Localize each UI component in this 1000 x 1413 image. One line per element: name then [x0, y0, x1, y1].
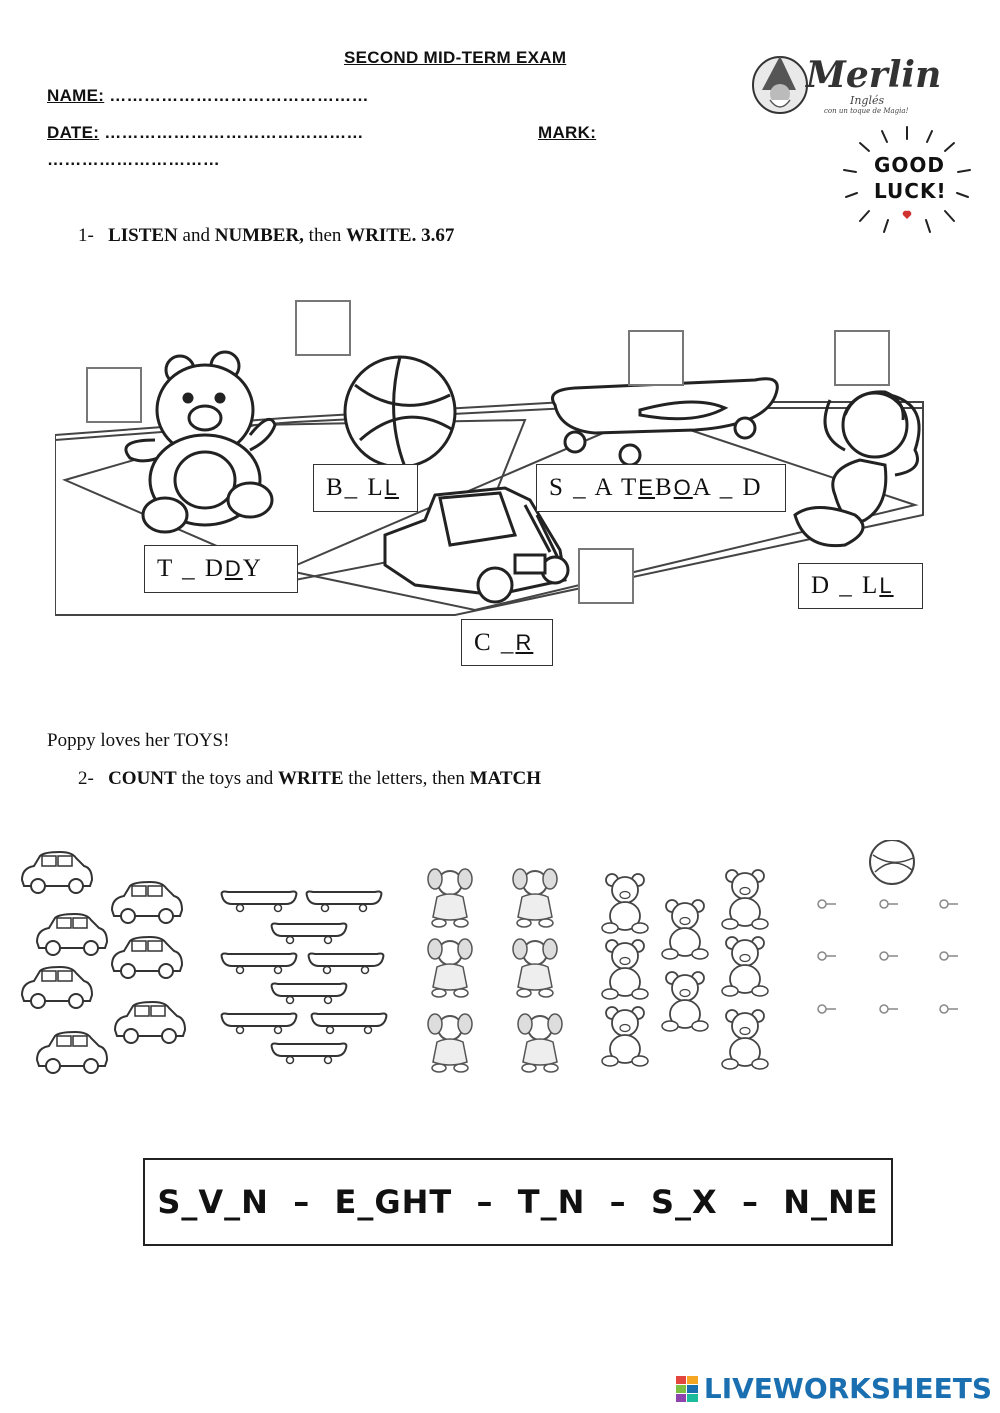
number-box-ball[interactable]	[295, 300, 351, 356]
word-box-ball	[313, 464, 418, 512]
word-skateboard-text: S _ A T	[549, 474, 639, 501]
ex1-write: WRITE.	[346, 225, 417, 246]
word-skateboard-answer-a[interactable]: E	[638, 475, 655, 500]
name-line	[47, 86, 369, 106]
word-skateboard-answer-b[interactable]: O	[673, 475, 693, 500]
word-ball-text: B_ L	[326, 474, 385, 501]
number-box-skateboard[interactable]	[628, 330, 684, 386]
word-doll-answer[interactable]: L	[879, 573, 894, 598]
ball-drawing	[345, 357, 455, 467]
poppy-text: Poppy loves her TOYS!	[47, 730, 230, 751]
name-label: NAME:	[47, 86, 105, 105]
skateboards-group	[222, 892, 387, 1064]
exercise1-number: 1-	[78, 225, 94, 246]
liveworksheets-icon	[676, 1376, 698, 1402]
balls-group	[818, 840, 958, 1013]
word-doll-text: D _ L	[811, 572, 880, 599]
cars-group	[22, 852, 185, 1073]
good-luck-badge	[842, 125, 972, 235]
ex1-listen: LISTEN	[108, 225, 178, 246]
number-words-box	[143, 1158, 893, 1246]
merlin-logo	[750, 50, 942, 125]
number-words-text: S_V_N – E_GHT – T_N – S_X – N_NE	[157, 1183, 879, 1221]
ex1-and: and	[177, 225, 215, 246]
word-teddy-text: T _ D	[157, 555, 225, 582]
word-skateboard-mid: B	[654, 474, 674, 501]
number-box-car[interactable]	[578, 548, 634, 604]
ex2-match: MATCH	[469, 768, 542, 789]
ex2-text2: the letters, then	[343, 768, 470, 789]
ex2-text1: the toys and	[176, 768, 279, 789]
good-luck-line1: GOOD	[874, 153, 946, 177]
date-dots: ………………………………………	[104, 123, 364, 142]
toy-groups	[15, 840, 975, 1080]
exam-title: SECOND MID-TERM EXAM	[344, 48, 567, 67]
liveworksheets-brand: LIVEWORKSHEETS	[703, 1372, 992, 1405]
word-teddy-answer[interactable]: D	[224, 556, 243, 581]
merlin-tagline-1: Inglés	[850, 94, 885, 107]
word-teddy-rest: Y	[242, 555, 263, 582]
name-dots: ………………………………………	[109, 86, 369, 105]
dolls-group	[428, 869, 562, 1072]
ex1-then: then	[303, 225, 347, 246]
ex2-write: WRITE	[278, 768, 344, 789]
exercise2-number: 2-	[78, 768, 94, 789]
date-label: DATE:	[47, 123, 100, 142]
number-box-teddy[interactable]	[86, 367, 142, 423]
ex1-track: 3.67	[416, 225, 455, 246]
good-luck-line2: LUCK!	[874, 179, 947, 203]
word-skateboard-rest: A _ D	[692, 474, 763, 501]
bears-group	[602, 870, 768, 1069]
word-box-teddy	[144, 545, 298, 593]
date-line	[47, 123, 364, 143]
word-box-skateboard	[536, 464, 786, 512]
mark-label: MARK:	[538, 123, 597, 142]
merlin-tagline-2: con un toque de Magia!	[824, 107, 909, 115]
number-box-doll[interactable]	[834, 330, 890, 386]
word-ball-answer[interactable]: L	[384, 475, 399, 500]
word-car-text: C _	[474, 628, 516, 656]
word-car-answer[interactable]: R	[515, 629, 534, 655]
exercise2-instruction	[78, 768, 541, 790]
mark-dots: …………………………	[47, 150, 220, 169]
exercise1-instruction	[78, 225, 454, 247]
liveworksheets-footer[interactable]	[676, 1372, 992, 1405]
ex2-count: COUNT	[108, 768, 177, 789]
word-box-car	[461, 619, 553, 666]
merlin-brand: Merlin	[806, 54, 942, 96]
word-box-doll	[798, 563, 923, 609]
ex1-number-word: NUMBER,	[214, 225, 304, 246]
teddy-drawing	[126, 352, 275, 532]
